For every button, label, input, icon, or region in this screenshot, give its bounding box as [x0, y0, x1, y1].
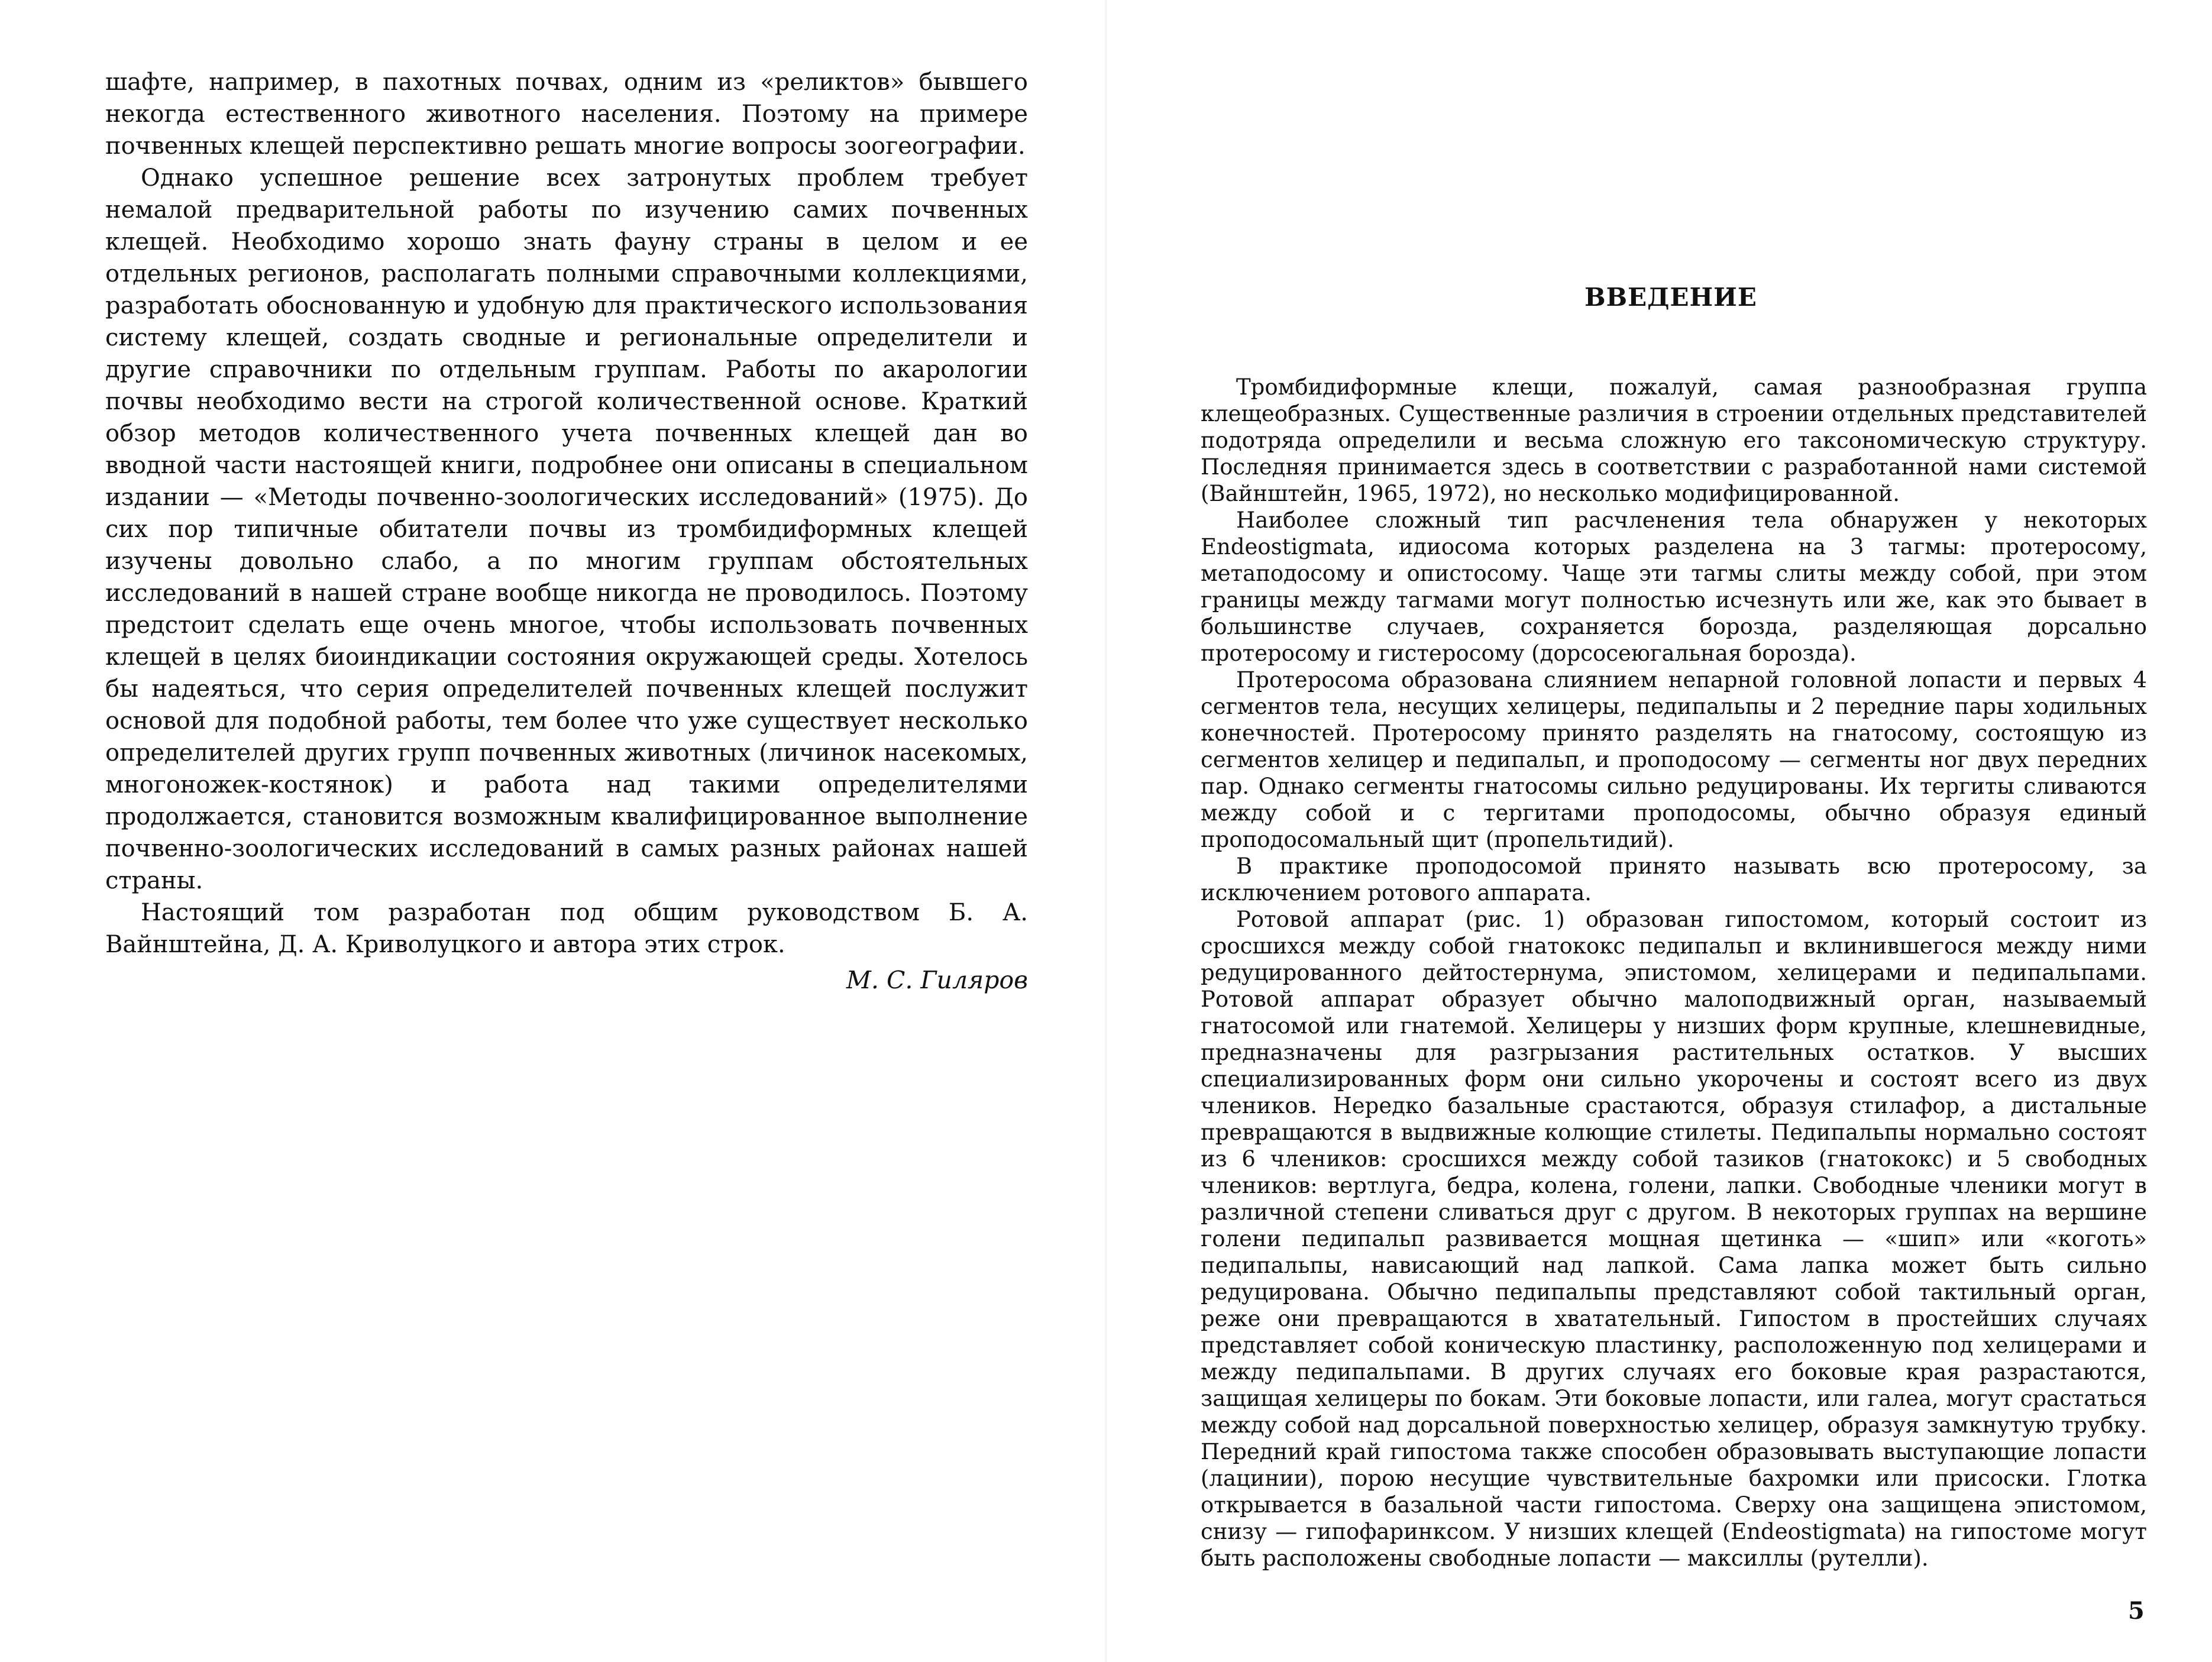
section-heading: ВВЕДЕНИЕ [1584, 283, 1757, 312]
right-paragraph-4: В практике проподосомой принято называть всю протеросому, за исключением ротового аппарата. [1201, 853, 2147, 906]
left-paragraph-2: Однако успешное решение всех затронутых проблем требует немалой предварительной работы по изучению самих почвенных клещей. Необходимо хорошо знать фауну страны в целом и ее отдельных регионов, располагать полными справочными коллекциями, разработать обоснованную и удобную для практического использования систему клещей, создать сводные и региональные определители и другие справочники по отдельным группам. Работы по акарологии почвы необходимо вести на строгой количественной основе. Краткий обзор методов количественного учета почвенных клещей дан во вводной части настоящей книги, подробнее они описаны в специальном издании — «Методы почвенно-зоологических исследований» (1975). До сих пор типичные обитатели почвы из тромбидиформных клещей изучены довольно слабо, а по многим группам обстоятельных исследований в нашей стране вообще никогда не проводилось. Поэтому предстоит сделать еще очень многое, чтобы использовать почвенных клещей в целях биоиндикации состояния окружающей среды. Хотелось бы надеяться, что серия определителей почвенных клещей послужит основой для подобной работы, тем более что уже существует несколько определителей других групп почвенных животных (личинок насекомых, многоножек-костянок) и работа над такими определителями продолжается, становится возможным квалифицированное выполнение почвенно-зоологических исследований в самых разных районах нашей страны. [105, 164, 1028, 894]
left-paragraph-1: шафте, например, в пахотных почвах, одним из «реликтов» бывшего некогда естественного животного населения. Поэтому на примере почвенных клещей перспективно решать многие вопросы зоогеографии. [105, 69, 1028, 160]
left-paragraph-3: Настоящий том разработан под общим руководством Б. А. Вайнштейна, Д. А. Криволуцкого и автора этих строк. [105, 899, 1028, 958]
right-paragraph-2: Наиболее сложный тип расчленения тела обнаружен у некоторых Endeostigmata, идиосома которых разделена на 3 тагмы: протеросому, метаподосому и опистосому. Чаще эти тагмы слиты между собой, при этом границы между тагмами могут полностью исчезнуть или же, как это бывает в большинстве случаев, сохраняется борозда, разделяющая дорсально протеросому и гистеросому (дорсосеюгальная борозда). [1201, 507, 2147, 666]
right-page-text-column [1201, 374, 2147, 1572]
right-paragraph-3: Протеросома образована слиянием непарной головной лопасти и первых 4 сегментов тела, несущих хелицеры, педипальпы и 2 передние пары ходильных конечностей. Протеросому принято разделять на гнатосому, состоящую из сегментов хелицер и педипальп, и проподосому — сегменты ног двух передних пар. Однако сегменты гнатосомы сильно редуцированы. Их тергиты сливаются между собой и с тергитами проподосомы, обычно образуя единый проподосомальный щит (пропельтидий). [1201, 667, 2147, 852]
left-page-text-column [105, 66, 1028, 996]
page-number: 5 [2128, 1597, 2145, 1625]
right-paragraph-1: Тромбидиформные клещи, пожалуй, самая разнообразная группа клещеобразных. Существенные различия в строении отдельных представителей подотряда определили и весьма сложную его таксономическую структуру. Последняя принимается здесь в соответствии с разработанной нами системой (Вайнштейн, 1965, 1972), но несколько модифицированной. [1201, 374, 2147, 506]
right-paragraph-5: Ротовой аппарат (рис. 1) образован гипостомом, который состоит из сросшихся между собой гнатококс педипальп и вклинившегося между ними редуцированного дейтостернума, эпистомом, хелицерами и педипальпами. Ротовой аппарат образует обычно малоподвижный орган, называемый гнатосомой или гнатемой. Хелицеры у низших форм крупные, клешневидные, предназначены для разгрызания растительных остатков. У высших специализированных форм они сильно укорочены и состоят всего из двух члеников. Нередко базальные срастаются, образуя стилафор, а дистальные превращаются в выдвижные колющие стилеты. Педипальпы нормально состоят из 6 члеников: сросшихся между собой тазиков (гнатококс) и 5 свободных члеников: вертлуга, бедра, колена, голени, лапки. Свободные членики могут в различной степени сливаться друг с другом. В некоторых группах на вершине голени педипальп развивается мощная щетинка — «шип» или «коготь» педипальпы, нависающий над лапкой. Сама лапка может быть сильно редуцирована. Обычно педипальпы представляют собой тактильный орган, реже они превращаются в хватательный. Гипостом в простейших случаях представляет собой коническую пластинку, расположенную под хелицерами и между педипальпами. В других случаях его боковые края разрастаются, защищая хелицеры по бокам. Эти боковые лопасти, или галеа, могут срастаться между собой над дорсальной поверхностью хелицер, образуя замкнутую трубку. Передний край гипостома также способен образовывать выступающие лопасти (лацинии), порою несущие чувствительные бахромки или присоски. Глотка открывается в базальной части гипостома. Сверху она защищена эпистомом, снизу — гипофаринксом. У низших клещей (Endeostigmata) на гипостоме могут быть расположены свободные лопасти — максиллы (рутелли). [1201, 907, 2147, 1571]
author-signature: М. С. Гиляров [846, 966, 1028, 994]
